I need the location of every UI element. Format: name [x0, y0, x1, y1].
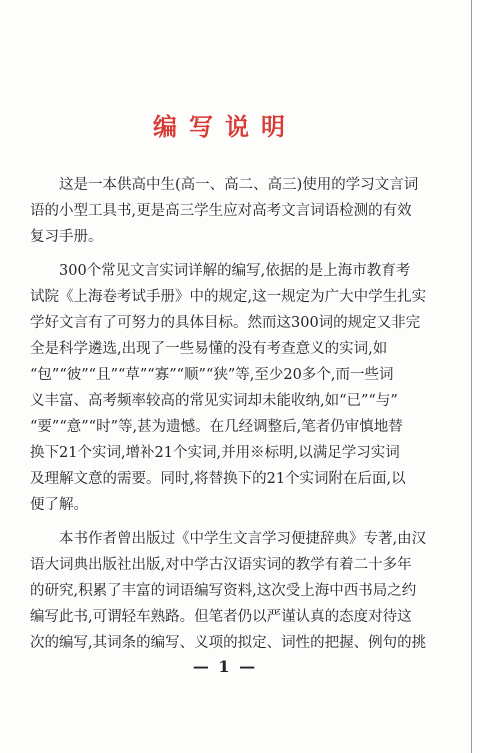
text-line: 复习手册。: [30, 229, 103, 245]
page-number: — 1 —: [192, 657, 258, 676]
text-line: 义丰富、高考频率较高的常见实词却未能收纳,如“已”“与”: [30, 393, 398, 409]
paragraph-2: [30, 258, 452, 518]
text-line: 编写此书,可谓轻车熟路。但笔者仍以严谨认真的态度对待这: [30, 609, 412, 625]
text-line: 次的编写,其词条的编写、义项的拟定、词性的把握、例句的挑: [30, 635, 427, 651]
paragraph-3: [30, 526, 452, 656]
section-heading: 编写说明: [153, 113, 297, 141]
text-line: 300个常见文言实词详解的编写,依据的是上海市教育考: [59, 263, 411, 279]
text-line: 便了解。: [30, 497, 88, 513]
text-line: “包”“彼”“且”“草”“寡”“顺”“狭”等,至少20多个,而一些词: [30, 367, 394, 383]
page-edge-line: [471, 0, 472, 753]
text-line: 换下21个实词,增补21个实词,并用※标明,以满足学习实词: [30, 445, 400, 461]
text-line: 及理解文意的需要。同时,将替换下的21个实词附在后面,以: [30, 471, 406, 487]
text-line: 学好文言有了可努力的具体目标。然而这300词的规定又非完: [30, 315, 421, 331]
text-line: “要”“意”“时”等,甚为遗憾。在几经调整后,笔者仍审慎地替: [30, 419, 403, 435]
text-line: 语的小型工具书,更是高三学生应对高考文言词语检测的有效: [30, 203, 412, 219]
text-line: 语大词典出版社出版,对中学古汉语实词的教学有着二十多年: [30, 557, 412, 573]
text-line: 的研究,积累了丰富的词语编写资料,这次受上海中西书局之约: [30, 583, 417, 599]
text-line: 本书作者曾出版过《中学生文言学习便捷辞典》专著,由汉: [59, 531, 427, 547]
text-line: 试院《上海卷考试手册》中的规定,这一规定为广大中学生扎实: [30, 289, 427, 305]
paragraph-1: [30, 172, 452, 250]
text-line: 这是一本供高中生(高一、高二、高三)使用的学习文言词: [59, 177, 419, 193]
text-line: 全是科学遴选,出现了一些易懂的没有考查意义的实词,如: [30, 341, 388, 357]
body-text: [30, 172, 452, 664]
